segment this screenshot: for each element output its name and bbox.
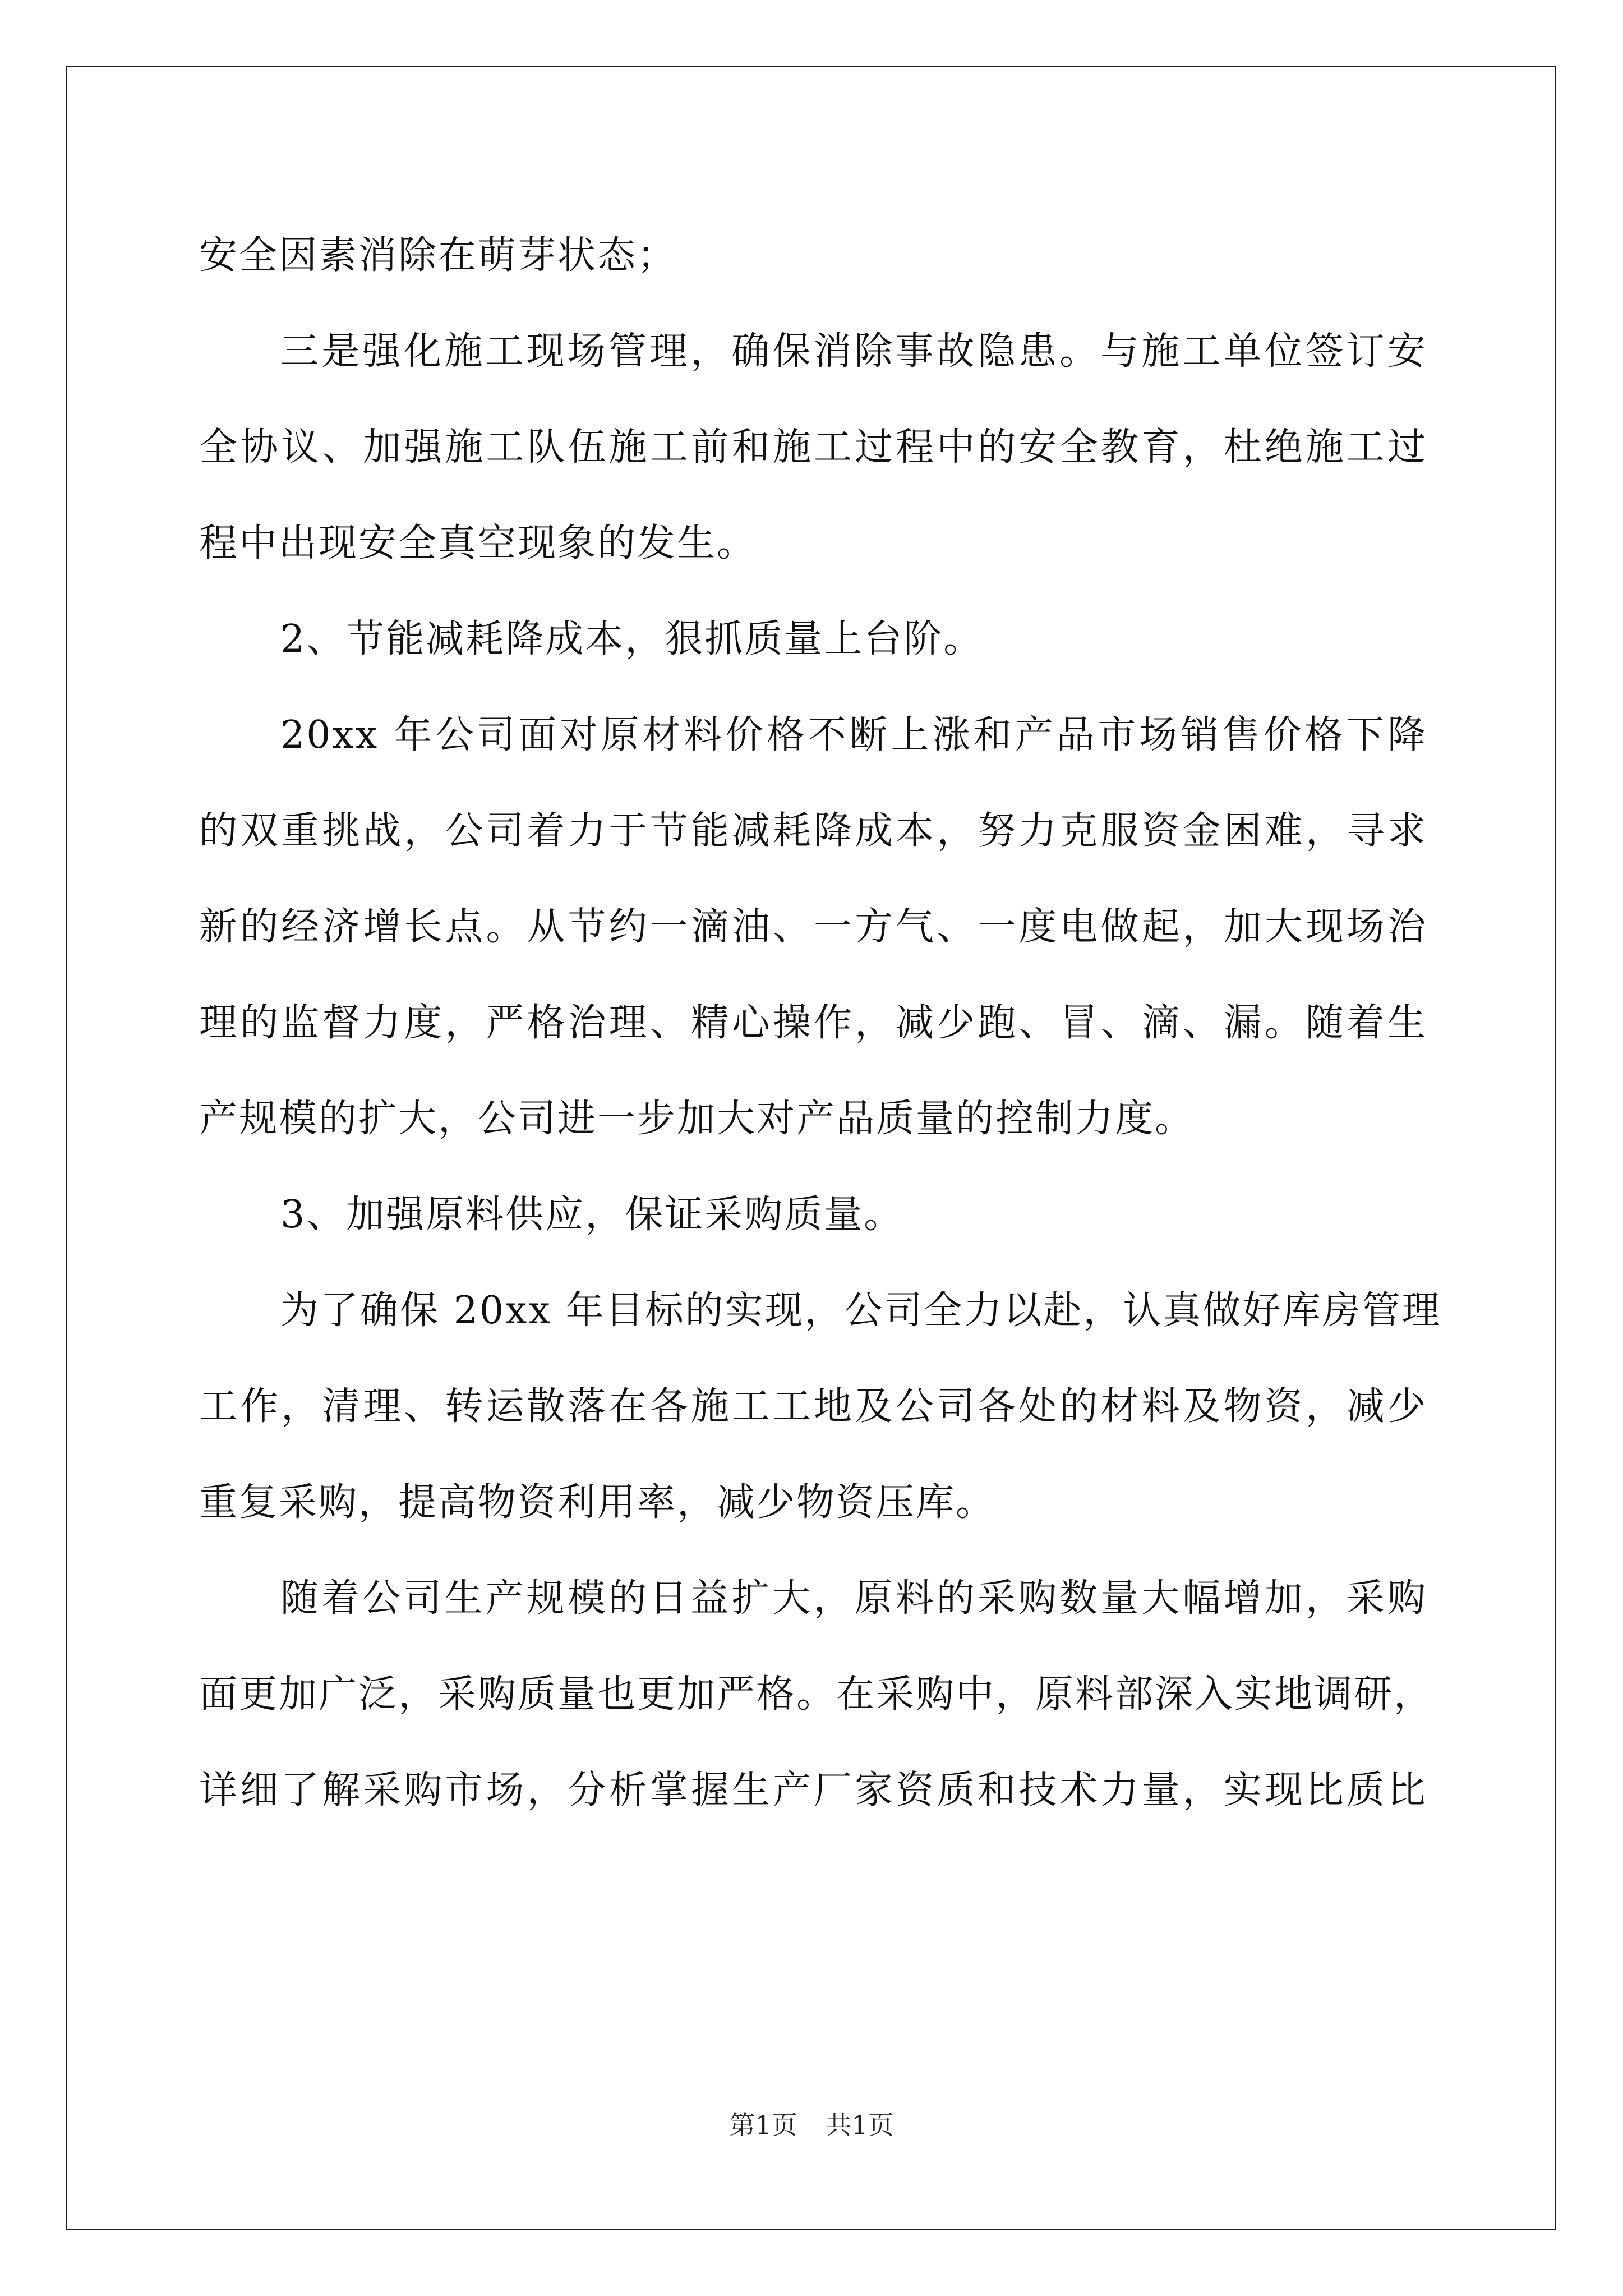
text-line: 随着公司生产规模的日益扩大，原料的采购数量大幅增加，采购 [280,1576,1427,1621]
text-line: 面更加广泛，采购质量也更加严格。在采购中，原料部深入实地调研， [199,1672,1434,1717]
document-body [199,208,1442,1838]
page-number: 第1页 [729,2110,797,2140]
text-line: 的双重挑战，公司着力于节能减耗降成本，努力克服资金困难，寻求 [199,809,1427,853]
text-line: 3、加强原料供应，保证采购质量。 [280,1193,904,1237]
text-line: 2、节能减耗降成本，狠抓质量上台阶。 [280,617,984,661]
page-total: 共1页 [826,2110,894,2140]
text-line: 三是强化施工现场管理，确保消除事故隐患。与施工单位签订安 [280,329,1427,374]
text-line: 程中出现安全真空现象的发生。 [199,521,757,565]
text-line: 20xx 年公司面对原材料价格不断上涨和产品市场销售价格下降 [280,713,1427,757]
text-line: 理的监督力度，严格治理、精心操作，减少跑、冒、滴、漏。随着生 [199,1001,1427,1045]
text-line: 重复采购，提高物资利用率，减少物资压库。 [199,1480,996,1525]
text-line: 为了确保 20xx 年目标的实现，公司全力以赴，认真做好库房管理 [280,1289,1442,1333]
text-line: 新的经济增长点。从节约一滴油、一方气、一度电做起，加大现场治 [199,905,1427,949]
text-line: 工作，清理、转运散落在各施工工地及公司各处的材料及物资，减少 [199,1384,1427,1429]
text-line: 详细了解采购市场，分析掌握生产厂家资质和技术力量，实现比质比 [199,1768,1427,1812]
text-line: 产规模的扩大，公司进一步加大对产品质量的控制力度。 [199,1097,1195,1141]
text-line: 全协议、加强施工队伍施工前和施工过程中的安全教育，杜绝施工过 [199,425,1427,470]
page-footer [0,2105,1623,2142]
text-line: 安全因素消除在萌芽状态； [199,233,677,278]
